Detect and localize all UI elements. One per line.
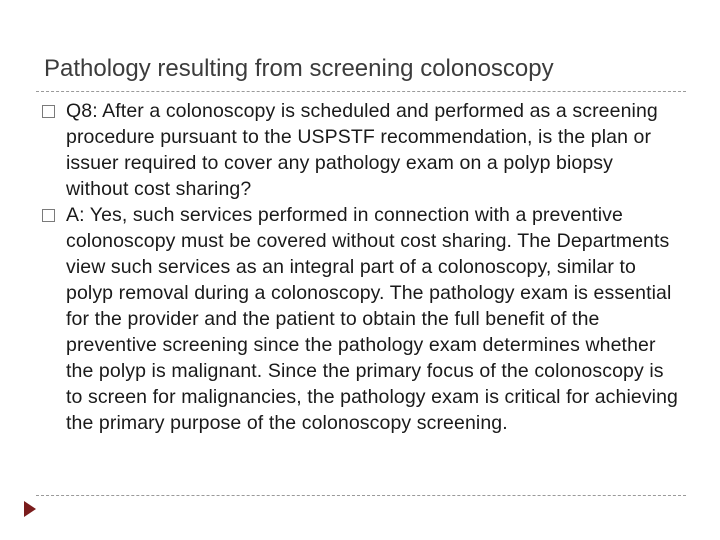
bullet-box-icon: [42, 209, 55, 222]
bullet-box-icon: [42, 105, 55, 118]
answer-text: A: Yes, such services performed in connection with a preventive colonoscopy must be covered without cost sharing. The Departments view such services as an integral part of a colonoscopy, similar to polyp removal during a colonoscopy. The pathology exam is essential for the provider and the patient to obtain the full benefit of the preventive screening since the pathology exam determines whether the polyp is malignant. Since the primary focus of the colonoscopy is to screen for malignancies, the pathology exam is critical for achieving the primary purpose of the colonoscopy screening.: [66, 204, 678, 434]
slide-title: Pathology resulting from screening colonoscopy: [44, 55, 554, 82]
slide-body: [40, 98, 680, 436]
triangle-marker-icon: [24, 501, 36, 517]
question-text: Q8: After a colonoscopy is scheduled and performed as a screening procedure pursuant to the USPSTF recommendation, is the plan or issuer required to cover any pathology exam on a polyp biopsy without cost sharing?: [66, 100, 658, 200]
answer-paragraph: [40, 202, 680, 436]
question-paragraph: [40, 98, 680, 202]
footer-divider: [36, 495, 686, 496]
title-divider: [36, 91, 686, 92]
